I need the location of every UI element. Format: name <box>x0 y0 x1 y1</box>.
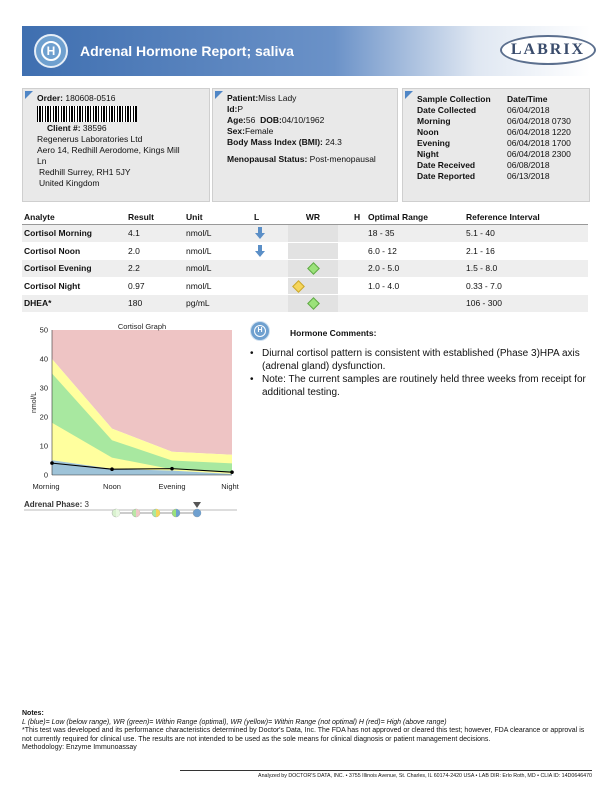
low-arrow-icon <box>254 245 266 258</box>
hormone-h-icon: H <box>34 34 68 68</box>
patient-name: Miss Lady <box>258 93 297 103</box>
comments-title: Hormone Comments: <box>290 328 377 338</box>
corner-triangle-icon <box>405 91 413 99</box>
adrenal-phase-label: Adrenal Phase: 3 <box>24 500 89 509</box>
order-info-box: Order: 180608-0516 Client #: 38596 Regenerus Laboratories Ltd Aero 14, Redhill Aerodome, Kings Mill Ln Redhill Surrey, RH1 5JY United Kingdom <box>22 88 210 202</box>
patient-age: 56 <box>245 115 256 125</box>
order-number: 180608-0516 <box>65 93 116 103</box>
reference-interval: 1.5 - 8.0 <box>466 263 498 274</box>
analyte-name: Cortisol Noon <box>24 245 81 256</box>
cortisol-data-point <box>110 467 114 471</box>
barcode-icon <box>37 106 137 122</box>
high-cell <box>338 260 368 277</box>
within-range-cell <box>288 295 338 312</box>
reference-interval: 106 - 300 <box>466 298 502 309</box>
collection-rows <box>417 105 581 182</box>
table-row <box>22 243 588 261</box>
within-range-cell <box>288 260 338 277</box>
corner-triangle-icon <box>25 91 33 99</box>
reference-interval: 0.33 - 7.0 <box>466 280 502 291</box>
corner-triangle-icon <box>215 91 223 99</box>
x-tick-label: Noon <box>103 482 121 491</box>
client-number: 38596 <box>82 123 107 133</box>
analyte-name: Cortisol Morning <box>24 228 92 239</box>
low-cell <box>248 278 288 295</box>
result-value: 4.1 <box>128 228 140 239</box>
analyte-name: DHEA* <box>24 298 52 309</box>
y-tick-label: 0 <box>43 470 48 480</box>
high-cell <box>338 225 368 242</box>
result-value: 0.97 <box>128 280 145 291</box>
table-row <box>22 278 588 296</box>
y-tick-label: 20 <box>39 412 48 422</box>
collection-row: Evening 06/04/2018 1700 <box>417 138 571 148</box>
not-optimal-diamond-icon <box>292 280 305 293</box>
y-tick-label: 40 <box>39 354 48 364</box>
y-tick-label: 30 <box>39 383 48 393</box>
low-cell <box>248 243 288 260</box>
within-range-cell <box>288 225 338 242</box>
unit: nmol/L <box>186 245 212 256</box>
high-cell <box>338 278 368 295</box>
table-row <box>22 260 588 278</box>
low-cell <box>248 225 288 242</box>
unit: pg/mL <box>186 298 210 309</box>
collection-row: Date Collected 06/04/2018 <box>417 105 550 115</box>
y-axis-label: nmol/L <box>31 391 38 414</box>
collection-row: Noon 06/04/2018 1220 <box>417 127 571 137</box>
high-cell <box>338 243 368 260</box>
optimal-diamond-icon <box>307 262 320 275</box>
x-tick-label: Morning <box>32 482 60 491</box>
collection-row: Morning 06/04/2018 0730 <box>417 116 571 126</box>
menopausal-status: Post-menopausal <box>309 154 376 164</box>
collection-row: Date Received 06/08/2018 <box>417 160 550 170</box>
low-arrow-icon <box>254 227 266 240</box>
fda-disclaimer: *This test was developed and its performance characteristics determined by Doctor's Data, Inc. The FDA has not approved or cleared this test; however, FDA clearance or approval is not currently required for clinical use. The results are not intended to be used as the sole means for clinical diagnosis or patient management decisions. <box>22 727 585 743</box>
unit: nmol/L <box>186 280 212 291</box>
comment-item: • Diurnal cortisol pattern is consistent with established (Phase 3)HPA axis (adrenal gland) dysfunction. <box>250 348 590 373</box>
table-header: Analyte Result Unit L WR H Optimal Range Reference Interval <box>22 210 588 225</box>
optimal-range: 18 - 35 <box>368 228 395 239</box>
cortisol-data-point <box>170 467 174 471</box>
high-cell <box>338 295 368 312</box>
analyte-name: Cortisol Night <box>24 280 81 291</box>
optimal-range: 2.0 - 5.0 <box>368 263 400 274</box>
adrenal-phase-indicator <box>22 498 247 518</box>
low-cell <box>248 260 288 277</box>
patient-sex: Female <box>244 126 274 136</box>
optimal-diamond-icon <box>307 297 320 310</box>
collection-row: Date Reported 06/13/2018 <box>417 171 550 181</box>
collection-row: Night 06/04/2018 2300 <box>417 149 571 159</box>
cortisol-graph <box>22 322 247 497</box>
optimal-range: 1.0 - 4.0 <box>368 280 400 291</box>
y-tick-label: 10 <box>39 441 48 451</box>
table-body <box>22 225 588 313</box>
hormone-comments-icon: H <box>250 321 270 341</box>
phase-marker-icon <box>193 502 201 508</box>
reference-interval: 5.1 - 40 <box>466 228 495 239</box>
adrenal-phase-value: 3 <box>84 500 89 509</box>
report-title: Adrenal Hormone Report; saliva <box>80 43 294 59</box>
within-range-cell <box>288 278 338 295</box>
x-tick-label: Evening <box>158 482 186 491</box>
comment-item: • Note: The current samples are routinely held three weeks from receipt for additional testing. <box>250 374 590 399</box>
client-address: Regenerus Laboratories Ltd Aero 14, Redhill Aerodome, Kings Mill Ln Redhill Surrey, RH1 5JY United Kingdom <box>37 134 180 188</box>
within-range-cell <box>288 243 338 260</box>
results-table <box>22 210 588 313</box>
unit: nmol/L <box>186 228 212 239</box>
patient-info-box: Patient:Miss Lady Id:P Age:56 DOB:04/10/1962 Sex:Female Body Mass Index (BMI): 24.3 Menopausal Status: Post-menopausal <box>212 88 398 202</box>
patient-dob: 04/10/1962 <box>281 115 325 125</box>
table-row <box>22 295 588 313</box>
comments-list <box>250 348 590 400</box>
methodology: Methodology: Enzyme Immunoassay <box>22 744 137 751</box>
x-tick-label: Night <box>221 482 239 491</box>
flag-legend: L (blue)= Low (below range), WR (green)= Within Range (optimal), WR (yellow)= Within Range (not optimal) H (red)= High (above range) <box>22 718 447 726</box>
reference-interval: 2.1 - 16 <box>466 245 495 256</box>
cortisol-data-point <box>230 470 234 474</box>
patient-bmi: 24.3 <box>325 137 342 147</box>
cortisol-data-point <box>50 461 54 465</box>
collection-info-box: Sample Collection Date/Time Date Collected 06/04/2018 Morning 06/04/2018 0730 Noon 06/04/2018 1220 Evening 06/04/2018 1700 Night 06/04/2018 2300 Date Received 06/08/2018 Date Reported 06/13/2018 <box>402 88 590 202</box>
lab-footer: Analyzed by DOCTOR'S DATA, INC. • 3755 Illinois Avenue, St. Charles, IL 60174-2420 USA • LAB DIR: Erlo Roth, MD • CLIA ID: 14D0646470 <box>180 770 592 779</box>
optimal-range: 6.0 - 12 <box>368 245 397 256</box>
report-header <box>22 26 590 76</box>
result-value: 2.2 <box>128 263 140 274</box>
chart-title: Cortisol Graph <box>117 322 167 331</box>
low-cell <box>248 295 288 312</box>
labrix-logo: LABRIX <box>500 35 596 65</box>
unit: nmol/L <box>186 263 212 274</box>
notes-section: Notes: L (blue)= Low (below range), WR (green)= Within Range (optimal), WR (yellow)= Within Range (not optimal) H (red)= High (above range) *This test was developed and its performance characteristics determined by Doctor's Data, Inc. The FDA has not approved or cleared this test; however, FDA clearance or approval is not currently required for clinical use. The results are not intended to be used as the sole means for clinical diagnosis or patient management decisions. Methodology: Enzyme Immunoassay <box>22 710 592 753</box>
result-value: 2.0 <box>128 245 140 256</box>
y-tick-label: 50 <box>39 325 48 335</box>
result-value: 180 <box>128 298 143 309</box>
table-row <box>22 225 588 243</box>
patient-id: P <box>237 104 244 114</box>
analyte-name: Cortisol Evening <box>24 263 92 274</box>
